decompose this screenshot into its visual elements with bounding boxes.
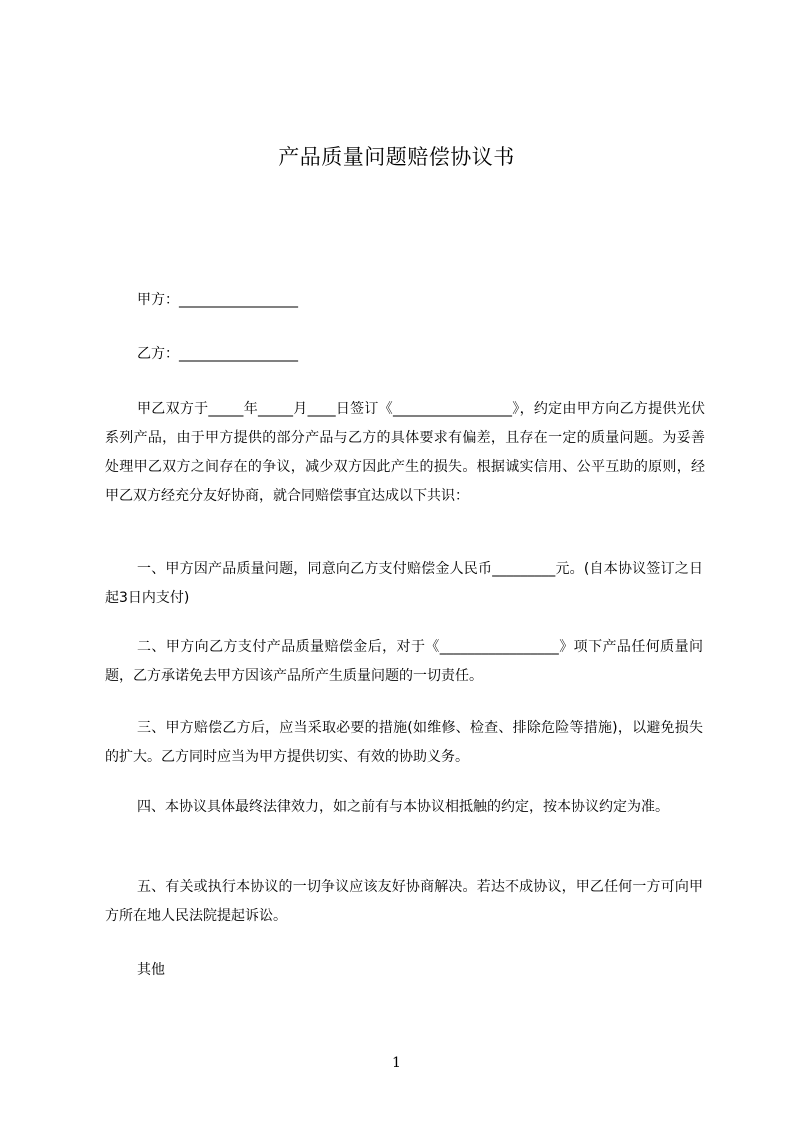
clause-5: 五、有关或执行本协议的一切争议应该友好协商解决。若达不成协议，甲乙任何一方可向甲方所在地人民法院提起诉讼。	[105, 879, 703, 924]
clause-4: 四、本协议具体最终法律效力，如之前有与本协议相抵触的约定，按本协议约定为准。	[137, 799, 669, 815]
clause-1: 一、甲方因产品质量问题，同意向乙方支付赔偿金人民币_________元。(自本协议签订之日起3日内支付)	[105, 561, 703, 606]
document-title: 产品质量问题赔偿协议书	[278, 145, 515, 169]
page-number: 1	[392, 1055, 401, 1071]
party-b-line: 乙方：_________________	[137, 346, 298, 362]
intro-paragraph: 甲乙双方于_____年_____月____日签订《_________________》，约定由甲方向乙方提供光伏系列产品，由于甲方提供的部分产品与乙方的具体要求有偏差，且存在一定的质量问题。为妥善处理甲乙双方之间存在的争议，减少双方因此产生的损失。根据诚实信用、公平互助的原则，经甲乙双方经充分友好协商，就合同赔偿事宜达成以下共识：	[105, 401, 705, 504]
clause-3: 三、甲方赔偿乙方后，应当采取必要的措施(如维修、检查、排除危险等措施)，以避免损失的扩大。乙方同时应当为甲方提供切实、有效的协助义务。	[105, 720, 703, 765]
clause-2: 二、甲方向乙方支付产品质量赔偿金后，对于《_________________》项下产品任何质量问题，乙方承诺免去甲方因该产品所产生质量问题的一切责任。	[105, 639, 703, 684]
other-label: 其他	[137, 962, 165, 978]
party-a-line: 甲方：_________________	[137, 292, 298, 308]
